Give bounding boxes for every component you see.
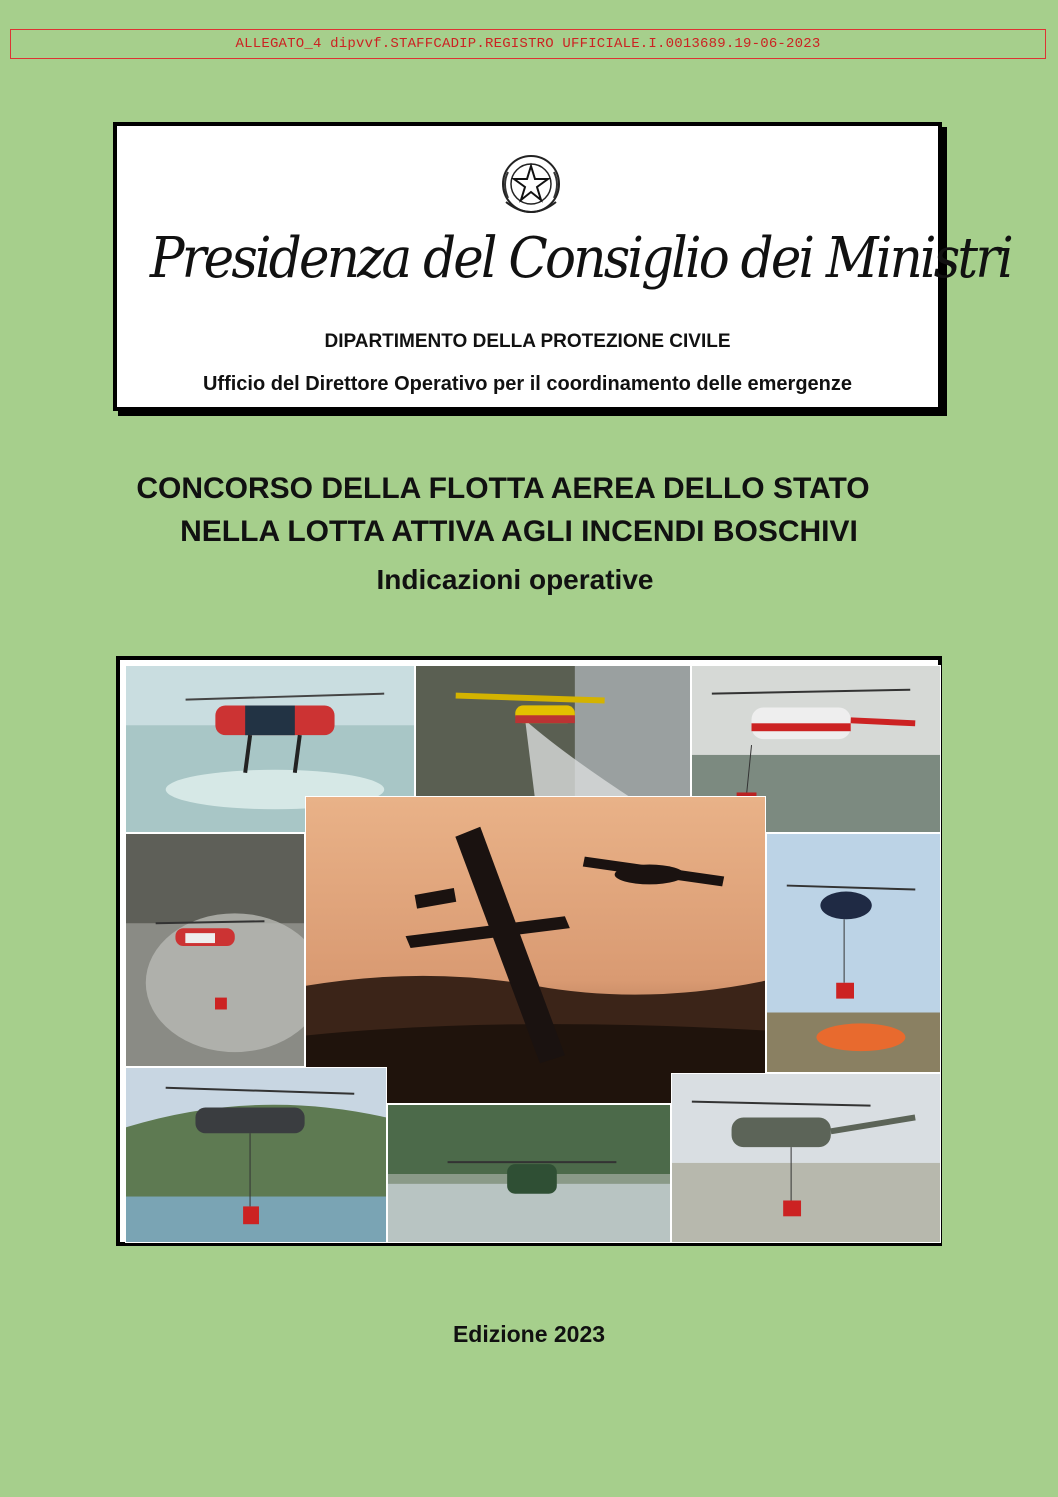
photo-canadair-drop (415, 665, 691, 801)
photo-helicopter-smoke (125, 833, 305, 1067)
department-name: DIPARTIMENTO DELLA PROTEZIONE CIVILE (324, 331, 731, 352)
edition-label: Edizione 2023 (452, 1321, 606, 1347)
main-title-line-2: NELLA LOTTA ATTIVA AGLI INCENDI BOSCHIVI (180, 515, 858, 548)
photo-grey-helicopter (125, 1067, 387, 1243)
script-title: Presidenza del Consiglio dei Ministri (149, 226, 1011, 291)
italian-republic-emblem-icon (492, 150, 570, 222)
photo-small-helicopter (766, 833, 941, 1073)
main-title-line-1: CONCORSO DELLA FLOTTA AEREA DELLO STATO (136, 472, 870, 505)
registry-stamp (10, 29, 1046, 59)
header-box (113, 122, 1011, 411)
photo-canadair-sunset (305, 796, 766, 1104)
photo-green-helicopter (387, 1104, 671, 1243)
photo-military-helicopter (671, 1073, 941, 1243)
stamp-text: ALLEGATO_4 dipvvf.STAFFCADIP.REGISTRO UFFICIALE.I.0013689.19-06-2023 (235, 36, 821, 52)
office-name: Ufficio del Direttore Operativo per il coordinamento delle emergenze (202, 373, 853, 395)
photo-collage (116, 656, 942, 1246)
subtitle: Indicazioni operative (376, 564, 654, 595)
